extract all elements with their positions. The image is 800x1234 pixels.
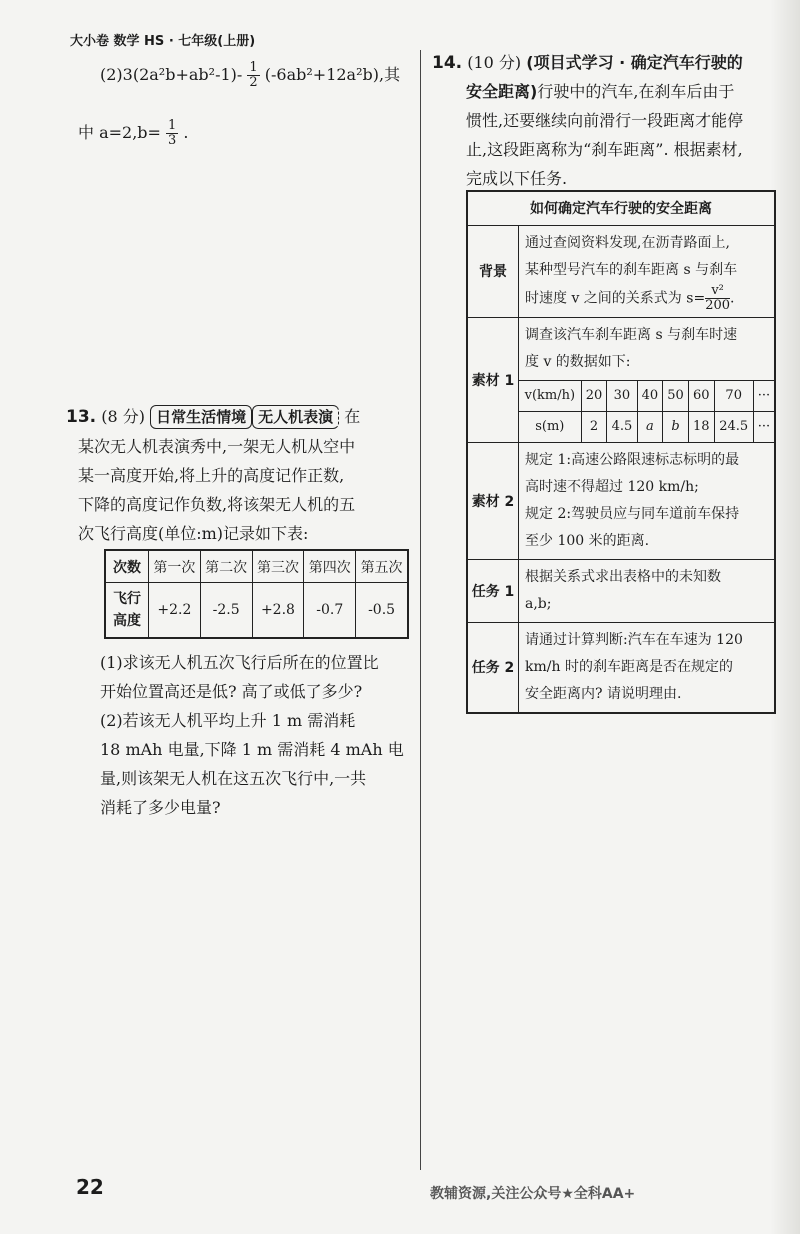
q14-intro-line: 惯性,还要继续向前滑行一段距离才能停 — [466, 111, 744, 130]
q13-number: 13. — [66, 407, 97, 427]
q14-intro-line: 行驶中的汽车,在刹车后由于 — [537, 82, 735, 101]
q13-intro-line: 次飞行高度(单位:m)记录如下表: — [78, 524, 309, 543]
q14-heading — [432, 48, 743, 78]
q13-flight-table — [104, 549, 409, 639]
q14-v-cell: 60 — [688, 380, 714, 411]
q14-v-cell: ··· — [753, 380, 774, 411]
q14-label-material1: 素材 1 — [467, 317, 519, 442]
q14-intro-line: 止,这段距离称为“刹车距离”. 根据素材, — [466, 140, 743, 159]
q13-part1 — [100, 648, 379, 706]
q14-t2-line: 请通过计算判断:汽车在车速为 120 — [525, 631, 743, 648]
q12-line2 — [78, 118, 189, 148]
q14-bg-line: 通过查阅资料发现,在沥青路面上, — [525, 234, 730, 251]
q14-m2-line: 规定 1:高速公路限速标志标明的最 — [525, 451, 740, 468]
q14-s-cell: 24.5 — [714, 411, 753, 442]
q14-m2-line: 规定 2:驾驶员应与同车道前车保持 — [525, 505, 740, 522]
q14-m2-line: 高时速不得超过 120 km/h; — [525, 478, 699, 495]
q12-period: . — [183, 123, 189, 142]
q14-t1-line: a,b; — [525, 595, 552, 612]
q13-intro-line: 某一高度开始,将上升的高度记作正数, — [78, 466, 345, 485]
q14-intro-line: 完成以下任务. — [466, 169, 568, 188]
frac-num: v² — [705, 284, 730, 299]
q13-part2-line: 消耗了多少电量? — [100, 798, 221, 817]
q13-value-cell: -0.5 — [356, 583, 408, 638]
q12-fraction-third — [166, 119, 178, 148]
q14-v-cell: 50 — [663, 380, 689, 411]
page-number: 22 — [76, 1175, 104, 1199]
q14-formula-fraction — [705, 284, 730, 313]
q12-expr-end: (-6ab²+12a²b),其 — [264, 65, 401, 84]
q13-header-cell: 次数 — [105, 550, 149, 583]
q14-s-cell: a — [637, 411, 663, 442]
q13-intro-line: 下降的高度记作负数,将该架无人机的五 — [78, 495, 356, 514]
q13-part2 — [100, 706, 404, 822]
q13-part2-line: 18 mAh 电量,下降 1 m 需消耗 4 mAh 电 — [100, 740, 404, 759]
q13-tag-context: 日常生活情境 — [150, 405, 252, 429]
frac-den: 200 — [705, 297, 731, 313]
q13-value-cell: +2.8 — [252, 583, 304, 638]
q13-header-cell: 第二次 — [200, 550, 252, 583]
q14-s-cell: 4.5 — [607, 411, 637, 442]
q14-m2-line: 至少 100 米的距离. — [525, 532, 650, 549]
q13-value-cell: +2.2 — [149, 583, 201, 638]
frac-num: 1 — [168, 118, 177, 133]
q14-m1-line: 度 v 的数据如下: — [525, 353, 631, 370]
q14-label-background: 背景 — [467, 225, 519, 317]
q14-t2-line: 安全距离内? 请说明理由. — [525, 685, 682, 702]
q14-intro — [466, 77, 743, 193]
frac-den: 3 — [168, 133, 177, 148]
q14-bg-line: 时速度 v 之间的关系式为 s= — [525, 290, 706, 306]
q12-expr-start: (2)3(2a²b+ab²-1)- — [100, 65, 243, 84]
column-divider — [420, 50, 421, 1170]
q13-score: (8 分) — [101, 407, 145, 426]
q12-line1 — [100, 60, 400, 90]
q13-intro-tail: 在 — [344, 407, 361, 426]
q14-number: 14. — [432, 53, 463, 73]
q14-material2-content — [519, 442, 776, 559]
q14-v-cell: 30 — [607, 380, 637, 411]
q13-value-cell: -2.5 — [200, 583, 252, 638]
q14-speed-distance-table — [519, 380, 774, 442]
q14-task2-content — [519, 622, 776, 713]
q13-heading — [66, 402, 360, 432]
q14-s-label: s(m) — [519, 411, 581, 442]
q12-fraction-half — [247, 61, 259, 90]
q14-label-task2: 任务 2 — [467, 622, 519, 713]
q14-v-cell: 40 — [637, 380, 663, 411]
running-header: 大小卷 数学 HS · 七年级(上册) — [70, 34, 256, 49]
q13-part2-line: (2)若该无人机平均上升 1 m 需消耗 — [100, 711, 356, 730]
q14-t1-line: 根据关系式求出表格中的未知数 — [525, 568, 721, 585]
q14-topic-cont: 安全距离) — [466, 82, 538, 101]
q14-v-cell: 70 — [714, 380, 753, 411]
frac-den: 2 — [249, 75, 258, 90]
q13-part2-line: 量,则该架无人机在这五次飞行中,一共 — [100, 769, 367, 788]
q14-background-content: 通过查阅资料发现,在沥青路面上, 某种型号汽车的刹车距离 s 与刹车 时速度 v 之间的关系式为 s= $\frac{\text{v²}}{200}$ . — [519, 225, 776, 317]
q14-s-cell: 2 — [581, 411, 607, 442]
q14-s-cell: 18 — [688, 411, 714, 442]
q13-part1-line: (1)求该无人机五次飞行后所在的位置比 — [100, 653, 379, 672]
q14-material1-content — [519, 317, 776, 442]
q14-task1-content — [519, 559, 776, 622]
q13-header-cell: 第三次 — [252, 550, 304, 583]
q13-part1-line: 开始位置高还是低? 高了或低了多少? — [100, 682, 363, 701]
q14-table-title: 如何确定汽车行驶的安全距离 — [467, 191, 775, 225]
q13-header-cell: 第四次 — [304, 550, 356, 583]
q13-row-label: 飞行高度 — [105, 583, 149, 638]
q14-label-task1: 任务 1 — [467, 559, 519, 622]
q14-v-cell: 20 — [581, 380, 607, 411]
q14-m1-line: 调查该汽车刹车距离 s 与刹车时速 — [525, 326, 738, 343]
q14-bg-line: 某种型号汽车的刹车距离 s 与刹车 — [525, 261, 738, 278]
footer-note: 教辅资源,关注公众号★全科AA+ — [430, 1186, 636, 1202]
q14-safety-table — [466, 190, 776, 714]
q13-tag-topic: 无人机表演 — [252, 405, 339, 429]
q14-topic: (项目式学习 · 确定汽车行驶的 — [526, 53, 743, 72]
q13-header-cell: 第一次 — [149, 550, 201, 583]
q13-header-cell: 第五次 — [356, 550, 408, 583]
q13-intro-line: 某次无人机表演秀中,一架无人机从空中 — [78, 437, 356, 456]
q14-s-cell: b — [663, 411, 689, 442]
q14-s-cell: ··· — [753, 411, 774, 442]
q14-score: (10 分) — [467, 53, 522, 72]
frac-num: 1 — [249, 60, 258, 75]
q14-v-label: v(km/h) — [519, 380, 581, 411]
q12-given: 中 a=2,b= — [78, 123, 161, 142]
q14-t2-line: km/h 时的刹车距离是否在规定的 — [525, 658, 733, 675]
q14-label-material2: 素材 2 — [467, 442, 519, 559]
q13-intro — [78, 432, 355, 548]
q13-value-cell: -0.7 — [304, 583, 356, 638]
